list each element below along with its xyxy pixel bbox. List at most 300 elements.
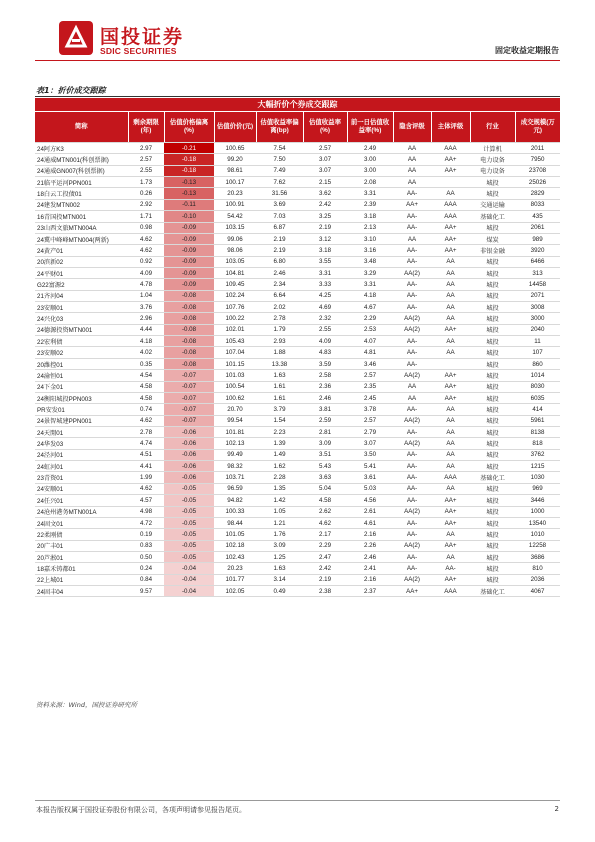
price-deviation-cell: -0.08 xyxy=(164,336,214,347)
table-cell: 3.61 xyxy=(347,472,393,483)
table-row xyxy=(35,449,560,460)
table-cell: AA xyxy=(393,392,431,403)
bond-name-cell: 24阿方K3 xyxy=(35,143,128,154)
table-cell: 城投 xyxy=(470,483,515,494)
table-cell: 2.61 xyxy=(347,506,393,517)
table-cell: AA- xyxy=(393,222,431,233)
table-cell: 2.57 xyxy=(347,370,393,381)
table-row xyxy=(35,143,560,154)
table-cell: AA- xyxy=(393,245,431,256)
table-cell: 989 xyxy=(515,233,560,244)
table-cell: 3.76 xyxy=(128,302,164,313)
table-cell: 2.96 xyxy=(128,313,164,324)
bond-name-cell: G22富源2 xyxy=(35,279,128,290)
table-cell: 2.35 xyxy=(347,381,393,392)
table-cell: 3446 xyxy=(515,495,560,506)
price-deviation-cell: -0.08 xyxy=(164,290,214,301)
table-cell: 0.92 xyxy=(128,256,164,267)
table-cell: AA xyxy=(431,461,470,472)
table-cell: 100.33 xyxy=(214,506,256,517)
table-cell: 1.99 xyxy=(128,472,164,483)
bond-name-cell: 21临平运河PPN001 xyxy=(35,177,128,188)
table-cell: 4.58 xyxy=(128,392,164,403)
table-cell: AA xyxy=(431,347,470,358)
table-cell: 城投 xyxy=(470,392,515,403)
table-cell: 20.70 xyxy=(214,404,256,415)
table-cell: 2.42 xyxy=(303,563,347,574)
table-cell: AAA xyxy=(431,472,470,483)
table-row xyxy=(35,438,560,449)
table-row xyxy=(35,279,560,290)
price-deviation-cell: -0.07 xyxy=(164,392,214,403)
table-cell: 100.54 xyxy=(214,381,256,392)
table-cell: AA- xyxy=(393,188,431,199)
table-cell: 3.00 xyxy=(347,154,393,165)
table-cell: AA- xyxy=(393,347,431,358)
table-cell: 100.65 xyxy=(214,143,256,154)
table-cell: 3.69 xyxy=(256,199,303,210)
table-cell: 城投 xyxy=(470,461,515,472)
table-cell: 4.81 xyxy=(347,347,393,358)
table-cell: 城投 xyxy=(470,529,515,540)
table-cell: 13540 xyxy=(515,517,560,528)
bond-name-cell: 24建发MTN002 xyxy=(35,199,128,210)
table-cell: 5.03 xyxy=(347,483,393,494)
table-cell: 860 xyxy=(515,358,560,369)
table-cell: 2.57 xyxy=(128,154,164,165)
bond-name-cell: PR安发01 xyxy=(35,404,128,415)
table-header-row xyxy=(35,112,560,143)
table-cell: 2.55 xyxy=(303,324,347,335)
table-cell: 102.05 xyxy=(214,586,256,597)
table-cell: AA(2) xyxy=(393,574,431,585)
table-cell: 3.16 xyxy=(347,245,393,256)
table-row xyxy=(35,563,560,574)
table-cell: 2.19 xyxy=(303,574,347,585)
table-cell: AA+ xyxy=(431,506,470,517)
table-caption: 大幅折价个券成交跟踪 xyxy=(35,98,560,112)
table-cell: AA xyxy=(431,426,470,437)
table-cell: 1.73 xyxy=(128,177,164,188)
table-cell: AA xyxy=(431,551,470,562)
table-cell: 100.62 xyxy=(214,392,256,403)
table-cell: 1.61 xyxy=(256,381,303,392)
table-cell: 102.01 xyxy=(214,324,256,335)
table-cell: AA xyxy=(393,154,431,165)
table-cell: 2.78 xyxy=(256,313,303,324)
table-cell: 城投 xyxy=(470,324,515,335)
table-cell: 1.21 xyxy=(256,517,303,528)
table-cell: 城投 xyxy=(470,551,515,562)
table-cell: 基础化工 xyxy=(470,586,515,597)
table-cell: 3.18 xyxy=(303,245,347,256)
table-cell: AA- xyxy=(393,358,431,369)
table-cell: 城投 xyxy=(470,574,515,585)
table-cell: AA- xyxy=(393,302,431,313)
table-cell: 城投 xyxy=(470,358,515,369)
source-note: 资料来源：Wind，国投证券研究所 xyxy=(36,701,137,709)
table-cell: 1.39 xyxy=(256,438,303,449)
table-cell: AA xyxy=(431,529,470,540)
table-cell: 3.51 xyxy=(303,449,347,460)
table-cell: 11 xyxy=(515,336,560,347)
table-cell: AA xyxy=(431,256,470,267)
bond-name-cell: 24沧州港务MTN001A xyxy=(35,506,128,517)
table-cell: AA- xyxy=(393,449,431,460)
price-deviation-cell: -0.06 xyxy=(164,438,214,449)
table-cell: AA- xyxy=(393,495,431,506)
table-cell: 2.32 xyxy=(303,313,347,324)
table-cell: AA+ xyxy=(431,540,470,551)
table-cell: 3.33 xyxy=(303,279,347,290)
table-cell: 1.71 xyxy=(128,211,164,222)
table-cell xyxy=(431,177,470,188)
table-cell: 4.98 xyxy=(128,506,164,517)
table-cell: AA+ xyxy=(431,154,470,165)
table-cell: 101.77 xyxy=(214,574,256,585)
table-cell: AA- xyxy=(393,517,431,528)
table-cell: 7.03 xyxy=(256,211,303,222)
bond-name-cell: 24安顺01 xyxy=(35,483,128,494)
price-deviation-cell: -0.09 xyxy=(164,267,214,278)
table-row xyxy=(35,472,560,483)
table-row xyxy=(35,313,560,324)
table-cell: AA- xyxy=(393,290,431,301)
table-cell: AA xyxy=(431,483,470,494)
table-cell: 8138 xyxy=(515,426,560,437)
bond-name-cell: 24下金01 xyxy=(35,381,128,392)
table-cell: 3.59 xyxy=(303,358,347,369)
table-cell: 818 xyxy=(515,438,560,449)
table-cell: 1.05 xyxy=(256,506,303,517)
bond-name-cell: 24黄产01 xyxy=(35,245,128,256)
table-cell: 98.44 xyxy=(214,517,256,528)
company-logo xyxy=(58,20,198,60)
table-cell: AA- xyxy=(393,279,431,290)
table-cell: 1.63 xyxy=(256,370,303,381)
table-cell: 23708 xyxy=(515,165,560,176)
table-cell: 3.18 xyxy=(347,211,393,222)
table-cell: AA+ xyxy=(431,165,470,176)
table-cell: 2.78 xyxy=(128,426,164,437)
price-deviation-cell: -0.13 xyxy=(164,188,214,199)
table-cell: AA- xyxy=(393,461,431,472)
table-cell: AA+ xyxy=(431,574,470,585)
table-cell: 交通运输 xyxy=(470,199,515,210)
table-row xyxy=(35,415,560,426)
bond-name-cell: 24渝恒01 xyxy=(35,370,128,381)
table-row xyxy=(35,381,560,392)
table-cell: AA(2) xyxy=(393,438,431,449)
bond-name-cell: 24固丰04 xyxy=(35,586,128,597)
price-deviation-cell: -0.08 xyxy=(164,313,214,324)
table-row xyxy=(35,256,560,267)
table-cell: AA xyxy=(393,177,431,188)
table-cell: 城投 xyxy=(470,313,515,324)
table-cell: 102.18 xyxy=(214,540,256,551)
table-cell: 基础化工 xyxy=(470,472,515,483)
table-cell: 2.47 xyxy=(303,551,347,562)
table-cell: AA xyxy=(431,290,470,301)
table-cell: 2011 xyxy=(515,143,560,154)
table-cell: 109.45 xyxy=(214,279,256,290)
table-cell: 7.49 xyxy=(256,165,303,176)
table-cell: AA xyxy=(393,381,431,392)
table-cell: AA xyxy=(431,279,470,290)
price-deviation-cell: -0.08 xyxy=(164,324,214,335)
table-cell: 3920 xyxy=(515,245,560,256)
table-row xyxy=(35,461,560,472)
table-cell: 98.32 xyxy=(214,461,256,472)
table-cell: AA- xyxy=(393,563,431,574)
table-cell: AA+ xyxy=(431,381,470,392)
table-cell: 4.07 xyxy=(347,336,393,347)
table-row xyxy=(35,517,560,528)
table-cell: AA+ xyxy=(431,324,470,335)
table-cell: 6.64 xyxy=(256,290,303,301)
bond-name-cell: 24固文01 xyxy=(35,517,128,528)
table-cell: 城投 xyxy=(470,290,515,301)
table-cell: 2.39 xyxy=(347,199,393,210)
column-header: 前一日估值收益率(%) xyxy=(347,112,393,143)
table-cell: 2.46 xyxy=(303,392,347,403)
table-cell: 98.61 xyxy=(214,165,256,176)
table-row xyxy=(35,506,560,517)
table-cell: 4.56 xyxy=(347,495,393,506)
table-cell: 101.15 xyxy=(214,358,256,369)
price-deviation-cell: -0.09 xyxy=(164,279,214,290)
table-cell: 1030 xyxy=(515,472,560,483)
table-cell: 2.42 xyxy=(303,199,347,210)
table-cell: 2.53 xyxy=(347,324,393,335)
table-cell: 4.57 xyxy=(128,495,164,506)
bond-name-cell: 16青国投MTN001 xyxy=(35,211,128,222)
table-cell: 4.62 xyxy=(128,483,164,494)
table-cell: AAA xyxy=(431,211,470,222)
table-cell: 0.26 xyxy=(128,188,164,199)
table-cell: 2.46 xyxy=(347,551,393,562)
table-cell: 城投 xyxy=(470,426,515,437)
table-cell: 6466 xyxy=(515,256,560,267)
table-cell: 电力设备 xyxy=(470,154,515,165)
bond-name-cell: 20潍控01 xyxy=(35,358,128,369)
table-cell: 1.42 xyxy=(256,495,303,506)
price-deviation-cell: -0.05 xyxy=(164,495,214,506)
table-cell: 107.76 xyxy=(214,302,256,313)
table-cell: 2.62 xyxy=(303,506,347,517)
table-cell: AA+ xyxy=(431,495,470,506)
table-cell: 2.45 xyxy=(347,392,393,403)
table-cell: 4.67 xyxy=(347,302,393,313)
table-cell: 4.72 xyxy=(128,517,164,528)
table-cell: 0.24 xyxy=(128,563,164,574)
bond-name-cell: 24华发03 xyxy=(35,438,128,449)
table-cell: 1.54 xyxy=(256,415,303,426)
table-cell: 城投 xyxy=(470,222,515,233)
table-cell: 4.58 xyxy=(303,495,347,506)
table-cell: AA+ xyxy=(431,245,470,256)
price-deviation-cell: -0.06 xyxy=(164,472,214,483)
column-header: 估值收益率偏离(bp) xyxy=(256,112,303,143)
bond-name-cell: 24冀中峰峰MTN004(两新) xyxy=(35,233,128,244)
table-cell: 1000 xyxy=(515,506,560,517)
table-cell xyxy=(431,358,470,369)
bond-name-cell: 23山西文旅MTN004A xyxy=(35,222,128,233)
table-cell: 1014 xyxy=(515,370,560,381)
bond-name-cell: 24任兴01 xyxy=(35,495,128,506)
table-cell: 1.79 xyxy=(256,324,303,335)
table-row xyxy=(35,245,560,256)
table-cell: AA(2) xyxy=(393,415,431,426)
price-deviation-cell: -0.13 xyxy=(164,177,214,188)
table-cell: 3.09 xyxy=(303,438,347,449)
table-cell: 3.10 xyxy=(347,233,393,244)
table-cell: AA+ xyxy=(393,586,431,597)
table-cell: 城投 xyxy=(470,404,515,415)
table-row xyxy=(35,574,560,585)
price-deviation-cell: -0.07 xyxy=(164,415,214,426)
logo-english-name: SDIC SECURITIES xyxy=(100,46,177,56)
table-cell: 31.56 xyxy=(256,188,303,199)
table-cell: 城投 xyxy=(470,495,515,506)
table-row xyxy=(35,165,560,176)
table-cell: 100.17 xyxy=(214,177,256,188)
table-cell: 99.20 xyxy=(214,154,256,165)
bond-name-cell: 24德源投资MTN001 xyxy=(35,324,128,335)
report-type-label: 固定收益定期报告 xyxy=(495,46,559,55)
table-cell: 0.49 xyxy=(256,586,303,597)
table-cell: 2.16 xyxy=(347,574,393,585)
footer-disclaimer: 本报告版权属于国投证券股份有限公司，各项声明请参见报告尾页。 xyxy=(36,806,246,814)
table-cell: AA- xyxy=(393,472,431,483)
table-cell: 2.57 xyxy=(347,415,393,426)
table-cell: 4.69 xyxy=(303,302,347,313)
table-cell: 810 xyxy=(515,563,560,574)
bond-name-cell: 20滨新02 xyxy=(35,256,128,267)
bond-name-cell: 24泾河01 xyxy=(35,449,128,460)
table-cell: AA- xyxy=(393,529,431,540)
table-cell: 2.38 xyxy=(303,586,347,597)
table-cell: 2829 xyxy=(515,188,560,199)
table-cell: 4067 xyxy=(515,586,560,597)
table-cell: 3000 xyxy=(515,313,560,324)
table-cell: AA+ xyxy=(393,199,431,210)
table-cell: 2.28 xyxy=(256,472,303,483)
table-cell: 2.92 xyxy=(128,199,164,210)
column-header: 估值价价(元) xyxy=(214,112,256,143)
price-deviation-cell: -0.04 xyxy=(164,586,214,597)
table-cell: AA xyxy=(431,267,470,278)
table-cell: 2.23 xyxy=(256,426,303,437)
table-cell: 4.58 xyxy=(128,381,164,392)
table-cell: 0.98 xyxy=(128,222,164,233)
table-cell: AAA xyxy=(431,586,470,597)
table-cell: 城投 xyxy=(470,302,515,313)
table-cell: 4.41 xyxy=(128,461,164,472)
table-cell: 0.19 xyxy=(128,529,164,540)
table-row xyxy=(35,177,560,188)
price-deviation-cell: -0.18 xyxy=(164,165,214,176)
table-cell: 城投 xyxy=(470,517,515,528)
table-cell: AA xyxy=(431,438,470,449)
table-cell: 969 xyxy=(515,483,560,494)
table-cell: 7.54 xyxy=(256,143,303,154)
table-cell: 1.25 xyxy=(256,551,303,562)
table-cell: 1.49 xyxy=(256,449,303,460)
table-cell: AA+ xyxy=(431,517,470,528)
table-cell: 2.49 xyxy=(347,143,393,154)
table-cell: 3.62 xyxy=(303,188,347,199)
table-cell: 101.03 xyxy=(214,370,256,381)
table-cell: 94.82 xyxy=(214,495,256,506)
table-cell: AA- xyxy=(393,404,431,415)
table-row xyxy=(35,290,560,301)
column-header: 剩余期限(年) xyxy=(128,112,164,143)
table-cell: 2071 xyxy=(515,290,560,301)
table-cell: 4.18 xyxy=(347,290,393,301)
table-row xyxy=(35,154,560,165)
table-cell: 3762 xyxy=(515,449,560,460)
table-cell: 102.13 xyxy=(214,438,256,449)
table-row xyxy=(35,302,560,313)
price-deviation-cell: -0.09 xyxy=(164,256,214,267)
table-cell: 城投 xyxy=(470,449,515,460)
table-cell: 城投 xyxy=(470,438,515,449)
table-cell: 0.50 xyxy=(128,551,164,562)
table-cell: 2.29 xyxy=(303,540,347,551)
table-row xyxy=(35,358,560,369)
price-deviation-cell: -0.05 xyxy=(164,529,214,540)
table-cell: 1.63 xyxy=(256,563,303,574)
column-header: 估值价格偏离(%) xyxy=(164,112,214,143)
price-deviation-cell: -0.06 xyxy=(164,461,214,472)
table-cell: 2.19 xyxy=(303,222,347,233)
table-cell: 3.31 xyxy=(347,188,393,199)
table-cell: 3.31 xyxy=(347,279,393,290)
table-cell: 4.62 xyxy=(128,245,164,256)
table-cell: 1.35 xyxy=(256,483,303,494)
price-deviation-cell: -0.07 xyxy=(164,370,214,381)
table-cell: AA(2) xyxy=(393,267,431,278)
bond-name-cell: 24虹河01 xyxy=(35,461,128,472)
table-cell: 3.07 xyxy=(303,154,347,165)
price-deviation-cell: -0.08 xyxy=(164,347,214,358)
table-cell: 9.57 xyxy=(128,586,164,597)
table-cell: 城投 xyxy=(470,506,515,517)
table-cell: 4.09 xyxy=(303,336,347,347)
table-cell: 105.43 xyxy=(214,336,256,347)
table-cell: AA- xyxy=(393,426,431,437)
table-cell: 4.74 xyxy=(128,438,164,449)
table-cell: 2.26 xyxy=(347,540,393,551)
bond-name-cell: 24衡阳城投PPN003 xyxy=(35,392,128,403)
table-cell: 100.22 xyxy=(214,313,256,324)
table-cell: 103.15 xyxy=(214,222,256,233)
table-cell: 2.17 xyxy=(303,529,347,540)
price-deviation-cell: -0.06 xyxy=(164,426,214,437)
table-cell: AA(2) xyxy=(393,370,431,381)
table-cell: 3.07 xyxy=(347,438,393,449)
table-cell: 20.23 xyxy=(214,188,256,199)
table-cell: AAA xyxy=(431,143,470,154)
table-cell: AA- xyxy=(393,211,431,222)
table-cell: 99.49 xyxy=(214,449,256,460)
table-body xyxy=(35,143,560,597)
table-cell: 3.50 xyxy=(347,449,393,460)
table-row xyxy=(35,370,560,381)
table-cell: AAA xyxy=(431,199,470,210)
table-cell: AA+ xyxy=(431,392,470,403)
